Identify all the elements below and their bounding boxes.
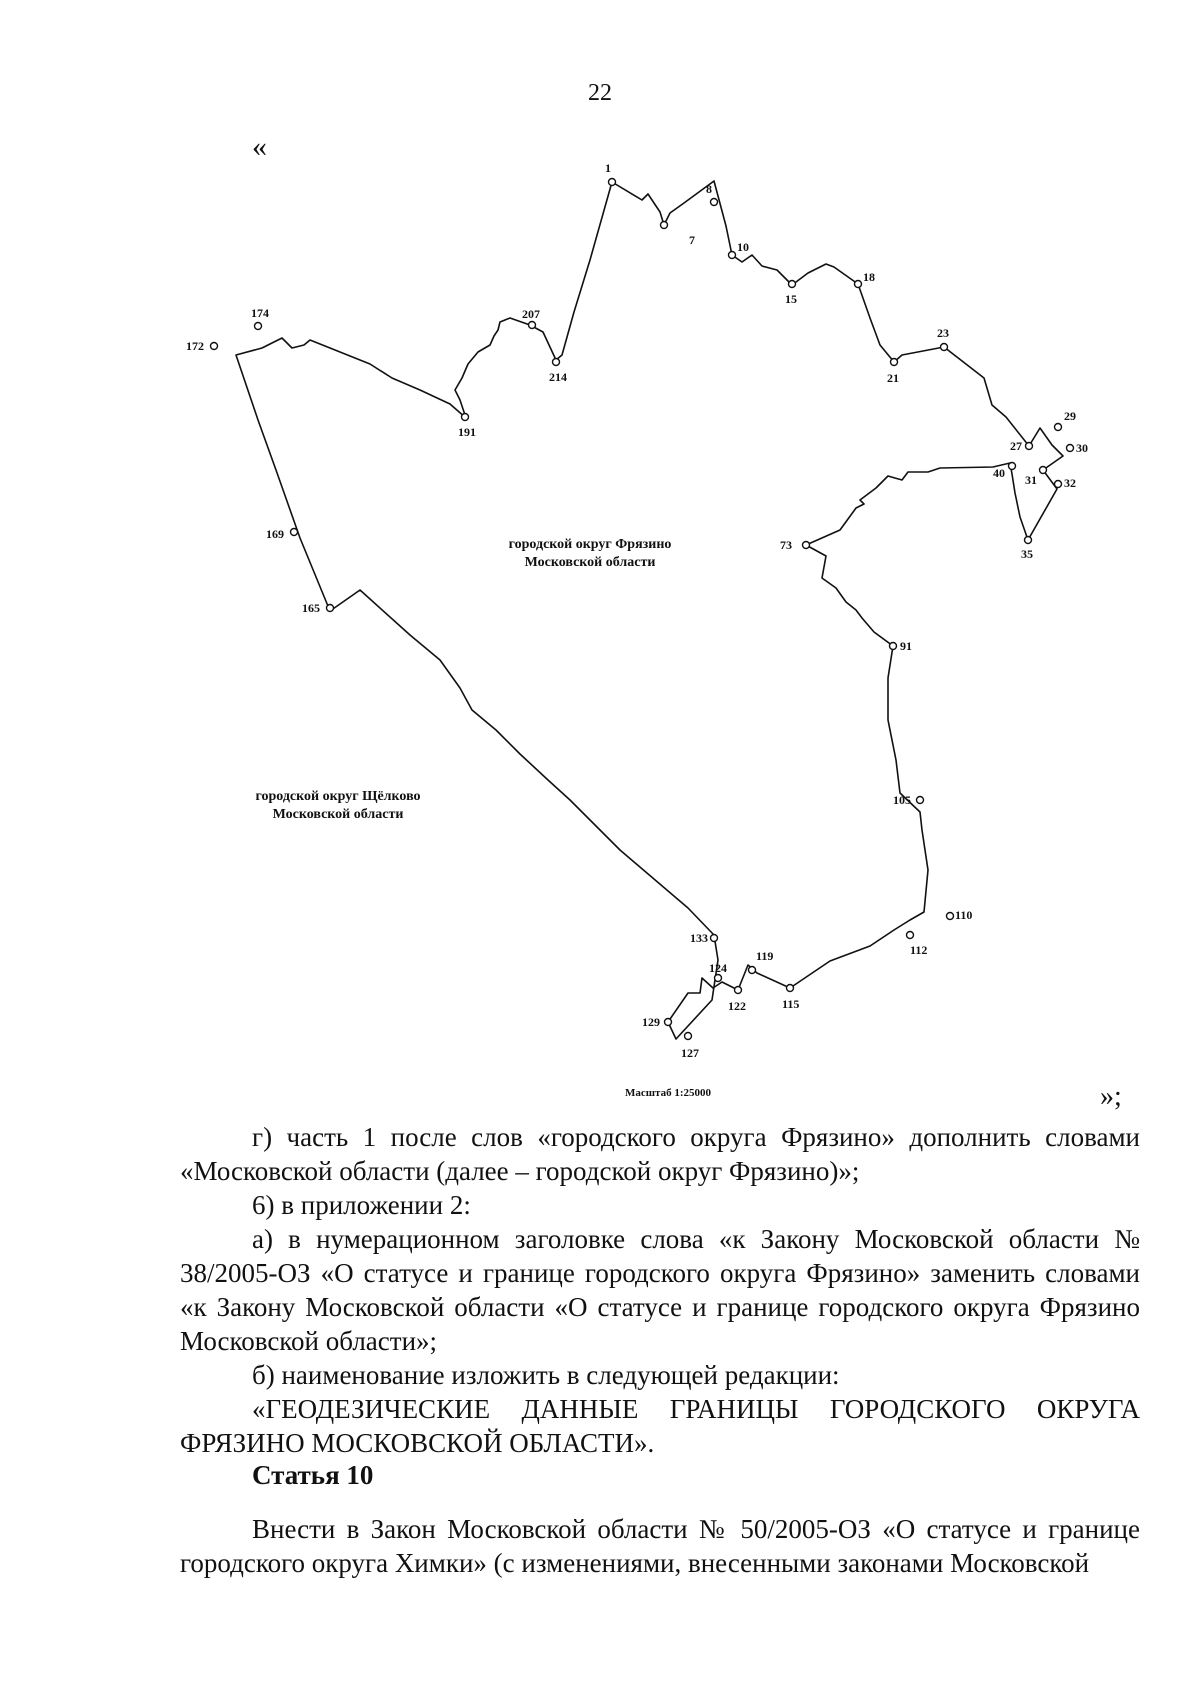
point-30: [1067, 445, 1074, 452]
point-23: [941, 344, 948, 351]
point-35: [1025, 537, 1032, 544]
point-label: 32: [1064, 476, 1076, 490]
point-119: [749, 967, 756, 974]
boundary-line: [236, 181, 1063, 1039]
point-label: 124: [709, 961, 727, 975]
point-32: [1055, 481, 1062, 488]
point-label: 122: [728, 999, 746, 1013]
point-31: [1040, 467, 1047, 474]
point-127: [685, 1033, 692, 1040]
point-label: 18: [863, 270, 875, 284]
point-label: 27: [1010, 439, 1022, 453]
point-133: [711, 935, 718, 942]
point-105: [917, 797, 924, 804]
point-label: 165: [302, 601, 320, 615]
point-10: [729, 252, 736, 259]
point-labels: [186, 161, 1088, 1060]
point-label: 105: [893, 793, 911, 807]
map-scale: Масштаб 1:25000: [624, 1087, 712, 1099]
point-label: 191: [458, 425, 476, 439]
point-label: 119: [756, 949, 774, 963]
point-115: [787, 985, 794, 992]
paragraph-title: «ГЕОДЕЗИЧЕСКИЕ ДАННЫЕ ГРАНИЦЫ ГОРОДСКОГО ОКРУГА ФРЯЗИНО МОСКОВСКОЙ ОБЛАСТИ».: [180, 1394, 1140, 1458]
point-label: 21: [887, 371, 899, 385]
point-7: [661, 222, 668, 229]
point-15: [789, 281, 796, 288]
point-label: 207: [522, 307, 540, 321]
region-outside-line-2: Московской области: [272, 807, 404, 822]
point-207: [529, 322, 536, 329]
point-label: 174: [251, 306, 269, 320]
amendment-text: [180, 1120, 1140, 1460]
article-body: Внести в Закон Московской области № 50/2005-ОЗ «О статусе и границе городского округа Химки» (с изменениями, внесенными законами Московской: [180, 1514, 1140, 1578]
paragraph-a: а) в нумерационном заголовке слова «к Закону Московской области № 38/2005-ОЗ «О статусе и границе городского округа Фрязино» заменить словами «к Закону Московской области «О статусе и границе городского округа Фрязино Московской области»;: [180, 1224, 1140, 1356]
point-214: [553, 359, 560, 366]
paragraph-b: б) наименование изложить в следующей редакции:: [252, 1360, 840, 1390]
point-165: [327, 605, 334, 612]
point-label: 169: [266, 527, 284, 541]
point-label: 112: [910, 943, 928, 957]
point-124: [715, 975, 722, 982]
point-label: 73: [780, 538, 792, 552]
point-label: 91: [900, 639, 912, 653]
point-label: 110: [955, 908, 973, 922]
point-label: 10: [737, 240, 749, 254]
paragraph-6: 6) в приложении 2:: [252, 1190, 471, 1220]
point-label: 214: [549, 370, 567, 384]
point-label: 1: [605, 161, 611, 175]
point-8: [711, 199, 718, 206]
region-inside-line-1: городской округ Фрязино: [508, 537, 672, 552]
region-outside-line-1: городской округ Щёлково: [255, 789, 421, 804]
point-label: 30: [1076, 441, 1088, 455]
point-122: [735, 987, 742, 994]
point-label: 7: [689, 233, 695, 247]
point-label: 35: [1021, 547, 1033, 561]
point-label: 8: [706, 182, 712, 196]
point-110: [947, 913, 954, 920]
point-40: [1009, 463, 1016, 470]
page-number: 22: [588, 80, 612, 106]
point-191: [462, 414, 469, 421]
region-inside-line-2: Московской области: [524, 555, 656, 570]
point-129: [665, 1019, 672, 1026]
point-label: 15: [785, 292, 797, 306]
point-112: [907, 932, 914, 939]
point-label: 31: [1025, 473, 1037, 487]
point-169: [291, 529, 298, 536]
point-label: 133: [690, 931, 708, 945]
point-label: 40: [993, 466, 1005, 480]
point-29: [1055, 424, 1062, 431]
paragraph-g: г) часть 1 после слов «городского округа Фрязино» дополнить словами «Московской области (далее – городской округ Фрязино)»;: [180, 1122, 1140, 1186]
point-91: [890, 643, 897, 650]
point-label: 172: [186, 339, 204, 353]
point-label: 129: [642, 1015, 660, 1029]
point-73: [803, 542, 810, 549]
point-174: [255, 323, 262, 330]
point-172: [211, 343, 218, 350]
point-1: [609, 179, 616, 186]
point-label: 115: [782, 997, 800, 1011]
point-label: 127: [681, 1046, 699, 1060]
point-27: [1026, 443, 1033, 450]
point-label: 29: [1064, 409, 1076, 423]
boundary-points: [211, 179, 1074, 1040]
point-21: [891, 359, 898, 366]
close-quote: »;: [1100, 1081, 1122, 1112]
point-18: [855, 281, 862, 288]
point-label: 23: [937, 326, 949, 340]
open-quote: «: [252, 130, 267, 163]
article-heading: Статья 10: [252, 1460, 374, 1490]
